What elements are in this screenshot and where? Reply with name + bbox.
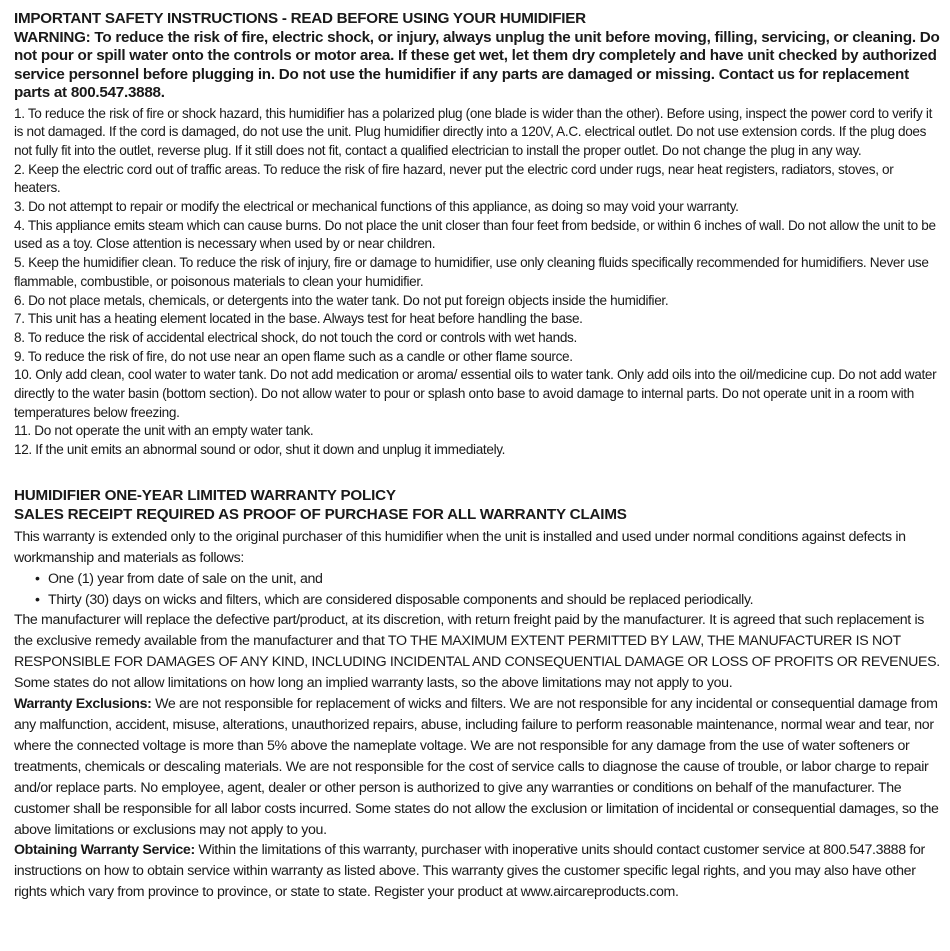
safety-instructions-section <box>14 10 940 460</box>
safety-title: IMPORTANT SAFETY INSTRUCTIONS - READ BEFORE USING YOUR HUMIDIFIER <box>14 10 586 27</box>
warranty-body <box>14 527 940 903</box>
safety-item: 8. To reduce the risk of accidental electrical shock, do not touch the cord or controls with wet hands. <box>14 329 577 345</box>
service-text: Within the limitations of this warranty, purchaser with inoperative units should contact customer service at 800.547.3888 for instructions on how to obtain service within warranty as listed above. This warranty gives the customer specific legal rights, and you may also have other rights which vary from province to province, or state to state. Register your product at www.aircareproducts.com. <box>14 842 925 901</box>
safety-item: 9. To reduce the risk of fire, do not use near an open flame such as a candle or other flame source. <box>14 348 573 364</box>
warranty-terms-list <box>14 569 940 611</box>
warranty-term: • Thirty (30) days on wicks and filters, which are considered disposable components and should be replaced periodically. <box>48 590 940 611</box>
replacement-paragraph: The manufacturer will replace the defective part/product, at its discretion, with return freight paid by the manufacturer. It is agreed that such replacement is the exclusive remedy available from the manufacturer and that TO THE MAXIMUM EXTENT PERMITTED BY LAW, THE MANUFACTURER IS NOT RESPONSIBLE FOR DAMAGES OF ANY KIND, INCLUDING INCIDENTAL AND CONSEQUENTIAL DAMAGE OR LOSS OF PROFITS OR REVENUES. Some states do not allow limitations on how long an implied warranty lasts, so the above limitations may not apply to you. <box>14 612 940 692</box>
service-paragraph <box>14 840 940 903</box>
exclusions-text: We are not responsible for replacement of wicks and filters. We are not responsible for any incidental or consequential damage from any malfunction, accident, misuse, alterations, unauthorized repairs, abuse, including failure to perform reasonable maintenance, normal wear and tear, nor where the connected voltage is more than 5% above the nameplate voltage. We are not responsible for any damage from the use of water softeners or treatments, chemicals or descaling materials. We are not responsible for the cost of service calls to diagnose the cause of trouble, or labor charge to repair and/or replace parts. No employee, agent, dealer or other person is authorized to give any warranties or conditions on behalf of the manufacturer. The customer shall be responsible for all labor costs incurred. Some states do not allow the exclusion or limitation of incidental or consequential damages, so the above limitations or exclusions may not apply to you. <box>14 696 939 838</box>
safety-item: 3. Do not attempt to repair or modify the electrical or mechanical functions of this appliance, as doing so may void your warranty. <box>14 199 739 215</box>
safety-item: 5. Keep the humidifier clean. To reduce the risk of injury, fire or damage to humidifier, use only cleaning fluids specifically recommended for humidifiers. Never use flammable, combustible, or poisonous materials to clean your humidifier. <box>14 255 929 289</box>
safety-item: 6. Do not place metals, chemicals, or detergents into the water tank. Do not put foreign objects inside the humidifier. <box>14 292 669 308</box>
receipt-notice-heading: SALES RECEIPT REQUIRED AS PROOF OF PURCHASE FOR ALL WARRANTY CLAIMS <box>14 506 627 524</box>
exclusions-paragraph <box>14 694 940 840</box>
warranty-section <box>14 486 940 903</box>
safety-item: 7. This unit has a heating element located in the base. Always test for heat before handling the base. <box>14 311 583 327</box>
safety-item: 12. If the unit emits an abnormal sound or odor, shut it down and unplug it immediately. <box>14 442 506 458</box>
safety-item: 2. Keep the electric cord out of traffic areas. To reduce the risk of fire hazard, never put the electric cord under rugs, near heat registers, radiators, stoves, or heaters. <box>14 161 894 196</box>
safety-item: 11. Do not operate the unit with an empty water tank. <box>14 423 314 439</box>
safety-item: 1. To reduce the risk of fire or shock hazard, this humidifier has a polarized plug (one blade is wider than the other). Before using, inspect the power cord to verify it is not damaged. If the cord is damaged, do not use the unit. Plug humidifier directly into a 120V, A.C. electrical outlet. Do not use extension cords. If the plug does not fully fit into the outlet, reverse plug. If it still does not fit, contact a qualified electrician to install the proper outlet. Do not change the plug in any way. <box>14 105 933 158</box>
safety-item: 10. Only add clean, cool water to water tank. Do not add medication or aroma/ essential oils to water tank. Only add oils into the oil/medicine cup. Do not add water directly to the water basin (bottom section). Do not allow water to pour or splash onto base to avoid damage to internal parts. Do not operate unit in a room with temperatures below freezing. <box>14 367 937 420</box>
exclusions-label: Warranty Exclusions: <box>14 696 152 713</box>
safety-item: 4. This appliance emits steam which can cause burns. Do not place the unit closer than four feet from bedside, or within 6 inches of wall. Do not allow the unit to be used as a toy. Close attention is necessary when used by or near children. <box>14 217 936 252</box>
service-label: Obtaining Warranty Service: <box>14 842 195 859</box>
instruction-document <box>14 10 940 903</box>
warranty-heading: HUMIDIFIER ONE-YEAR LIMITED WARRANTY POLICY <box>14 486 396 504</box>
safety-list <box>14 105 940 460</box>
warranty-intro: This warranty is extended only to the original purchaser of this humidifier when the unit is installed and used under normal conditions against defects in workmanship and materials as follows: <box>14 528 906 566</box>
warning-paragraph: WARNING: To reduce the risk of fire, electric shock, or injury, always unplug the unit before moving, filling, servicing, or cleaning. Do not pour or spill water onto the controls or motor area. If these get wet, let them dry completely and have unit checked by authorized service personnel before plugging in. Do not use the humidifier if any parts are damaged or missing. Contact us for replacement parts at 800.547.3888. <box>14 28 940 101</box>
warranty-term: • One (1) year from date of sale on the unit, and <box>48 569 940 590</box>
